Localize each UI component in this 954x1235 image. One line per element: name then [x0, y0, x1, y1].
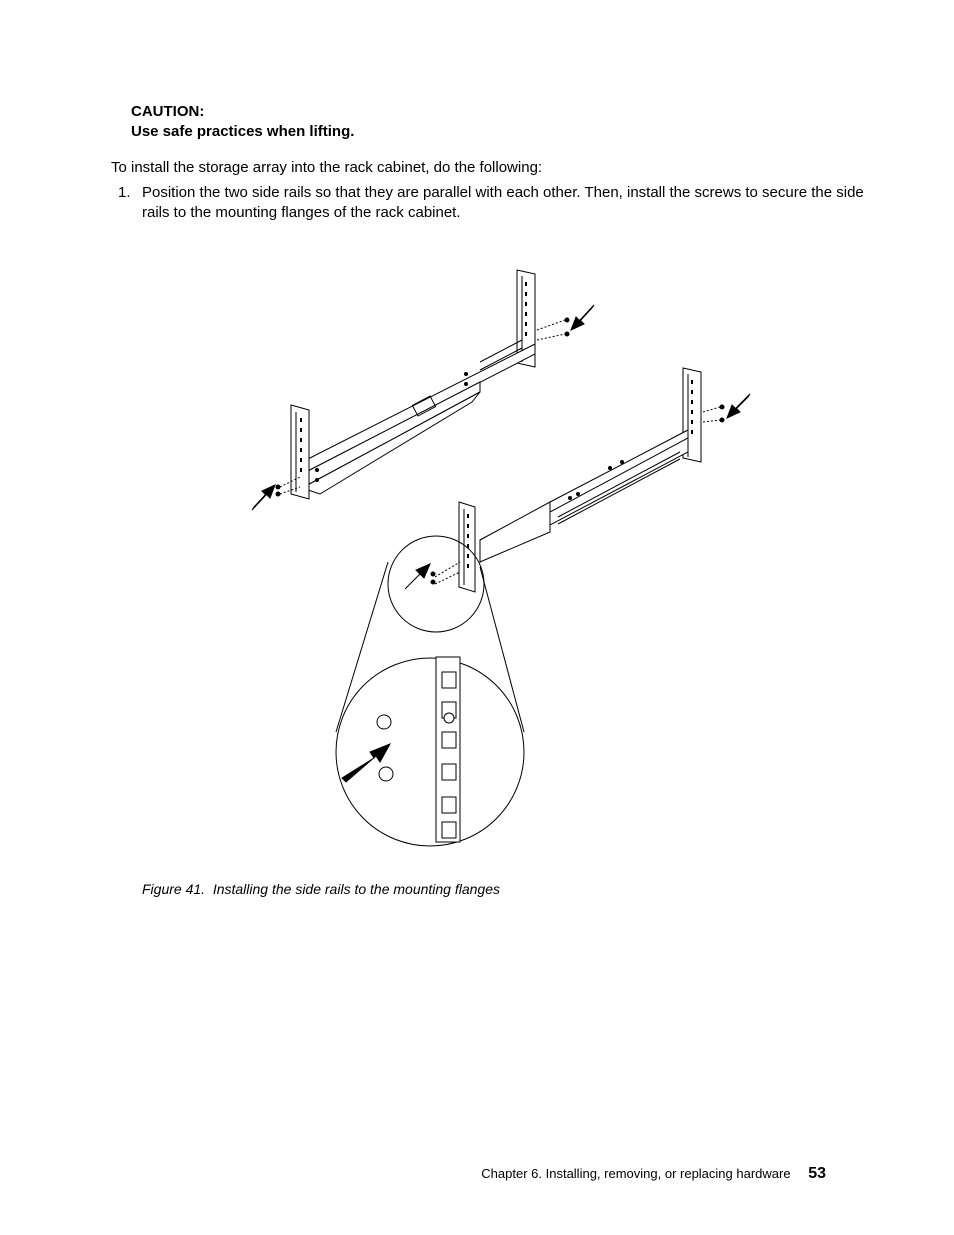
- figure-caption-text: Installing the side rails to the mounting flanges: [212, 881, 500, 897]
- left-side-rail: [302, 340, 535, 494]
- right-side-rail: [480, 430, 688, 562]
- caution-text: Use safe practices when lifting.: [131, 123, 355, 140]
- footer-chapter: Chapter 6. Installing, removing, or replacing hardware: [481, 1166, 791, 1181]
- caution-heading: CAUTION:: [131, 103, 205, 120]
- caution-notice: [131, 102, 354, 142]
- page-number: 53: [808, 1165, 826, 1182]
- rail-installation-illustration: [240, 262, 760, 852]
- step-number: 1.: [118, 184, 131, 201]
- figure-caption: [142, 881, 500, 897]
- figure-label: Figure 41.: [142, 881, 206, 897]
- intro-paragraph: To install the storage array into the rack cabinet, do the following:: [111, 159, 543, 176]
- page-footer: [481, 1165, 826, 1183]
- step-text: Position the two side rails so that they are parallel with each other. Then, install the screws to secure the side rails to the mounting flanges of the rack cabinet.: [142, 184, 864, 221]
- zoom-callout: [336, 536, 524, 846]
